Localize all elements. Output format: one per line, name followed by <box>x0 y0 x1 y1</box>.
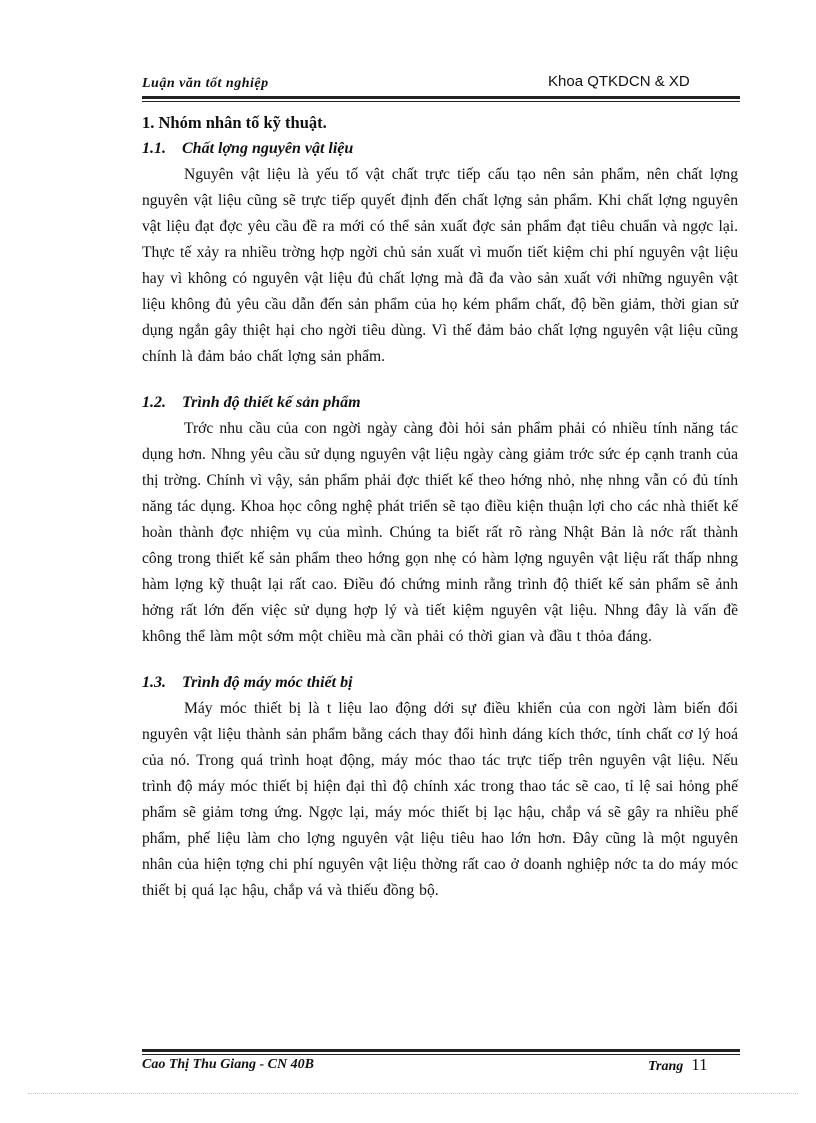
footer-page <box>648 1055 708 1075</box>
section-title: 1. Nhóm nhân tố kỹ thuật. <box>142 113 327 132</box>
subsection-heading <box>142 670 738 696</box>
page-number: 11 <box>691 1055 708 1074</box>
subsection-number: 1.2. <box>142 394 166 411</box>
subsection-number: 1.1. <box>142 140 166 157</box>
header-rule-thick <box>142 96 740 99</box>
footer-page-label: Trang <box>648 1059 684 1074</box>
subsection-title: Trình độ thiết kế sản phẩm <box>182 394 361 411</box>
paragraph-gap <box>142 370 738 390</box>
header-thesis-label: Luận văn tốt nghiệp <box>142 76 269 91</box>
document-body <box>142 110 738 904</box>
page-break-line <box>28 1093 798 1094</box>
subsection-title: Chất lợng nguyên vật liệu <box>182 140 354 157</box>
footer-author: Cao Thị Thu Giang - CN 40B <box>142 1057 314 1072</box>
subsection-heading <box>142 136 738 162</box>
paragraph: Trớc nhu cầu của con ngời ngày càng đòi hỏi sản phẩm phải có nhiều tính năng tác dụng hơn. Nhng yêu cầu sử dụng nguyên vật liệu ngày càng giảm trớc sức ép cạnh tranh của thị trờng. Chính vì vậy, sản phẩm phải đợc thiết kế theo hớng nhỏ, nhẹ nhng vẫn có đủ tính năng tác dụng. Khoa học công nghệ phát triển sẽ tạo điều kiện thuận lợi cho các nhà thiết kế hoàn thành đợc nhiệm vụ của mình. Chúng ta biết rất rõ ràng Nhật Bản là nớc rất thành công trong thiết kế sản phẩm theo hớng gọn nhẹ có hàm lợng nguyên vật liệu rất thấp nhng hàm lợng kỹ thuật lại rất cao. Điều đó chứng minh rằng trình độ thiết kế sản phẩm sẽ ảnh hởng rất lớn đến việc sử dụng hợp lý và tiết kiệm nguyên vật liệu. Nhng đây là vấn đề không thể làm một sớm một chiều mà cần phải có thời gian và đầu t thỏa đáng. <box>142 420 738 645</box>
subsection-title: Trình độ máy móc thiết bị <box>182 674 353 691</box>
paragraph-gap <box>142 650 738 670</box>
header-rule-thin <box>142 101 740 102</box>
paragraph: Máy móc thiết bị là t liệu lao động dới sự điều khiển của con ngời làm biến đổi nguyên vật liệu thành sản phẩm bằng cách thay đổi hình dáng kích thớc, tính chất cơ lý hoá của nó. Trong quá trình hoạt động, máy móc thao tác trực tiếp trên nguyên vật liệu. Nếu trình độ máy móc thiết bị hiện đại thì độ chính xác trong thao tác sẽ cao, tỉ lệ sai hỏng phế phẩm sẽ giảm tơng ứng. Ngợc lại, máy móc thiết bị lạc hậu, chắp vá sẽ gây ra nhiều phế phẩm, phế liệu làm cho lợng nguyên vật liệu tiêu hao lớn hơn. Đây cũng là một nguyên nhân của hiện tợng chi phí nguyên vật liệu thờng rất cao ở doanh nghiệp nớc ta do máy móc thiết bị quá lạc hậu, chắp vá và thiếu đồng bộ. <box>142 700 738 899</box>
footer-rule-thick <box>142 1049 740 1052</box>
subsection-number: 1.3. <box>142 674 166 691</box>
paragraph: Nguyên vật liệu là yếu tố vật chất trực tiếp cấu tạo nên sản phẩm, nên chất lợng nguyên vật liệu cũng sẽ trực tiếp quyết định đến chất lợng sản phẩm. Khi chất lợng nguyên vật liệu đạt đợc yêu cầu đề ra mới có thể sản xuất đợc sản phẩm đạt tiêu chuẩn và ngợc lại. Thực tế xảy ra nhiều trờng hợp ngời chủ sản xuất vì muốn tiết kiệm chi phí nguyên vật liệu hay vì không có nguyên vật liệu đủ chất lợng mà đã đa vào sản xuất với những nguyên vật liệu không đủ yêu cầu dẫn đến sản phẩm của họ kém phẩm chất, độ bền giảm, thời gian sử dụng ngắn gây thiệt hại cho ngời tiêu dùng. Vì thế đảm bảo chất lợng nguyên vật liệu cũng chính là đảm bảo chất lợng sản phẩm. <box>142 166 738 365</box>
header-faculty-label: Khoa QTKDCN & XD <box>548 73 690 90</box>
subsection-heading <box>142 390 738 416</box>
